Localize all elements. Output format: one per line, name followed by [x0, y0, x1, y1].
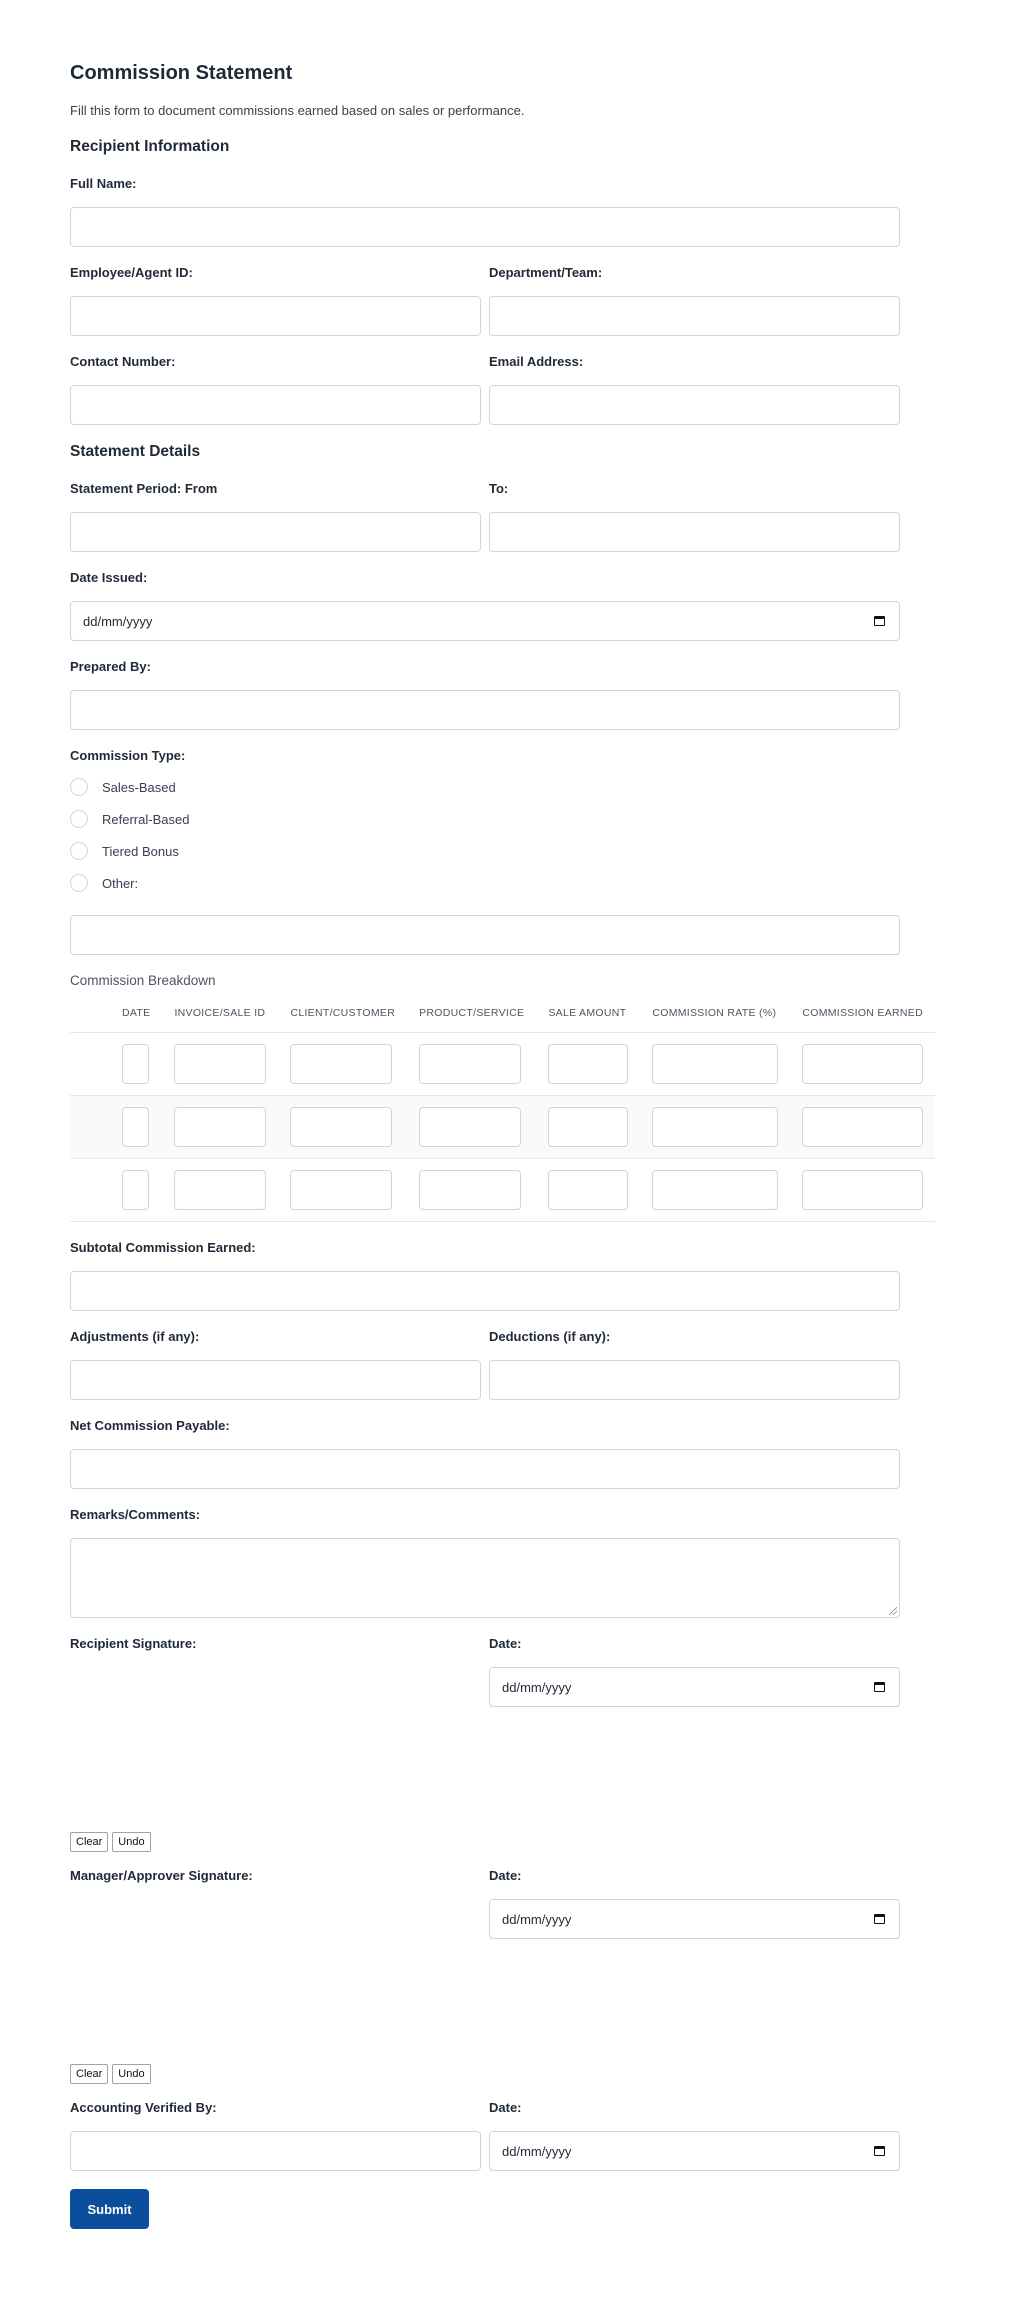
- manager-signature-label: Manager/Approver Signature:: [70, 1868, 253, 1883]
- accounting-verified-input[interactable]: [70, 2131, 481, 2171]
- date-issued-value: dd/mm/yyyy: [83, 613, 153, 629]
- client-cell-input[interactable]: [290, 1170, 392, 1210]
- full-name-field: [70, 176, 900, 247]
- manager-date-input[interactable]: [489, 1899, 900, 1939]
- calendar-icon[interactable]: [874, 1682, 885, 1692]
- radio-label: Other:: [102, 875, 139, 891]
- invoice-cell-input[interactable]: [174, 1044, 266, 1084]
- radio-circle[interactable]: [70, 778, 88, 796]
- sale-amount-cell-input[interactable]: [548, 1107, 628, 1147]
- period-from-input[interactable]: [70, 512, 481, 552]
- recipient-date-label: Date:: [489, 1636, 522, 1651]
- remarks-label: Remarks/Comments:: [70, 1507, 201, 1522]
- statement-section-title: Statement Details: [70, 443, 201, 460]
- radio-label: Sales-Based: [102, 779, 176, 795]
- contact-number-label: Contact Number:: [70, 354, 176, 369]
- table-row: [70, 1033, 935, 1096]
- period-from-label: Statement Period: From: [70, 481, 218, 496]
- radio-label: Tiered Bonus: [102, 843, 179, 859]
- recipient-signature-pad[interactable]: [70, 1667, 481, 1832]
- column-header-sale-amount: SALE AMOUNT: [536, 1002, 640, 1033]
- deductions-label: Deductions (if any):: [489, 1329, 611, 1344]
- commission-statement-form: [70, 62, 923, 2229]
- manager-undo-button[interactable]: Undo: [112, 2064, 150, 2084]
- sale-amount-cell-input[interactable]: [548, 1044, 628, 1084]
- recipient-undo-button[interactable]: Undo: [112, 1832, 150, 1852]
- date-cell-input[interactable]: [122, 1170, 149, 1210]
- deductions-input[interactable]: [489, 1360, 900, 1400]
- prepared-by-label: Prepared By:: [70, 659, 151, 674]
- radio-tiered-bonus[interactable]: [70, 835, 900, 867]
- net-commission-label: Net Commission Payable:: [70, 1418, 230, 1433]
- commission-rate-cell-input[interactable]: [652, 1044, 778, 1084]
- prepared-by-input[interactable]: [70, 690, 900, 730]
- department-label: Department/Team:: [489, 265, 603, 280]
- sale-amount-cell-input[interactable]: [548, 1170, 628, 1210]
- accounting-date-value: dd/mm/yyyy: [502, 2143, 572, 2159]
- date-cell-input[interactable]: [122, 1107, 149, 1147]
- recipient-signature-label: Recipient Signature:: [70, 1636, 197, 1651]
- net-commission-input[interactable]: [70, 1449, 900, 1489]
- subtotal-label: Subtotal Commission Earned:: [70, 1240, 256, 1255]
- table-row: [70, 1096, 935, 1159]
- column-header-product: PRODUCT/SERVICE: [407, 1002, 536, 1033]
- client-cell-input[interactable]: [290, 1107, 392, 1147]
- table-header-row: [70, 1002, 935, 1033]
- accounting-date-label: Date:: [489, 2100, 522, 2115]
- radio-other[interactable]: [70, 867, 900, 899]
- commission-rate-cell-input[interactable]: [652, 1107, 778, 1147]
- commission-breakdown-table: [70, 1002, 935, 1222]
- breakdown-title: Commission Breakdown: [70, 973, 216, 988]
- commission-earned-cell-input[interactable]: [802, 1170, 923, 1210]
- column-header-date: DATE: [94, 1002, 162, 1033]
- table-row: [70, 1159, 935, 1222]
- commission-type-label: Commission Type:: [70, 748, 186, 763]
- recipient-date-value: dd/mm/yyyy: [502, 1679, 572, 1695]
- period-to-label: To:: [489, 481, 509, 496]
- invoice-cell-input[interactable]: [174, 1107, 266, 1147]
- product-cell-input[interactable]: [419, 1107, 521, 1147]
- adjustments-label: Adjustments (if any):: [70, 1329, 200, 1344]
- commission-type-radio-group: [70, 771, 900, 899]
- form-subtitle: Fill this form to document commissions earned based on sales or performance.: [70, 103, 525, 118]
- adjustments-input[interactable]: [70, 1360, 481, 1400]
- form-title: Commission Statement: [70, 62, 293, 84]
- radio-circle[interactable]: [70, 874, 88, 892]
- radio-circle[interactable]: [70, 810, 88, 828]
- recipient-date-input[interactable]: [489, 1667, 900, 1707]
- other-commission-type-input[interactable]: [70, 915, 900, 955]
- contact-number-input[interactable]: [70, 385, 481, 425]
- full-name-label: Full Name:: [70, 176, 137, 191]
- accounting-verified-label: Accounting Verified By:: [70, 2100, 217, 2115]
- product-cell-input[interactable]: [419, 1044, 521, 1084]
- subtotal-input[interactable]: [70, 1271, 900, 1311]
- commission-earned-cell-input[interactable]: [802, 1107, 923, 1147]
- email-input[interactable]: [489, 385, 900, 425]
- radio-sales-based[interactable]: [70, 771, 900, 803]
- submit-button[interactable]: Submit: [70, 2189, 149, 2229]
- date-issued-label: Date Issued:: [70, 570, 148, 585]
- radio-label: Referral-Based: [102, 811, 190, 827]
- calendar-icon[interactable]: [874, 616, 885, 626]
- manager-signature-pad[interactable]: [70, 1899, 481, 2064]
- invoice-cell-input[interactable]: [174, 1170, 266, 1210]
- column-header-client: CLIENT/CUSTOMER: [278, 1002, 407, 1033]
- manager-clear-button[interactable]: Clear: [70, 2064, 108, 2084]
- commission-rate-cell-input[interactable]: [652, 1170, 778, 1210]
- client-cell-input[interactable]: [290, 1044, 392, 1084]
- period-to-input[interactable]: [489, 512, 900, 552]
- column-header-commission-rate: COMMISSION RATE (%): [640, 1002, 790, 1033]
- calendar-icon[interactable]: [874, 1914, 885, 1924]
- product-cell-input[interactable]: [419, 1170, 521, 1210]
- accounting-date-input[interactable]: [489, 2131, 900, 2171]
- department-input[interactable]: [489, 296, 900, 336]
- manager-date-value: dd/mm/yyyy: [502, 1911, 572, 1927]
- remarks-textarea[interactable]: [70, 1538, 900, 1618]
- email-label: Email Address:: [489, 354, 584, 369]
- recipient-section-title: Recipient Information: [70, 138, 230, 155]
- date-cell-input[interactable]: [122, 1044, 149, 1084]
- employee-id-label: Employee/Agent ID:: [70, 265, 193, 280]
- column-header-invoice: INVOICE/SALE ID: [162, 1002, 278, 1033]
- employee-id-input[interactable]: [70, 296, 481, 336]
- full-name-input[interactable]: [70, 207, 900, 247]
- column-header-commission-earned: COMMISSION EARNED: [790, 1002, 935, 1033]
- date-issued-input[interactable]: [70, 601, 900, 641]
- radio-circle[interactable]: [70, 842, 88, 860]
- radio-referral-based[interactable]: [70, 803, 900, 835]
- recipient-clear-button[interactable]: Clear: [70, 1832, 108, 1852]
- commission-earned-cell-input[interactable]: [802, 1044, 923, 1084]
- calendar-icon[interactable]: [874, 2146, 885, 2156]
- manager-date-label: Date:: [489, 1868, 522, 1883]
- resize-handle-icon[interactable]: [889, 1607, 897, 1615]
